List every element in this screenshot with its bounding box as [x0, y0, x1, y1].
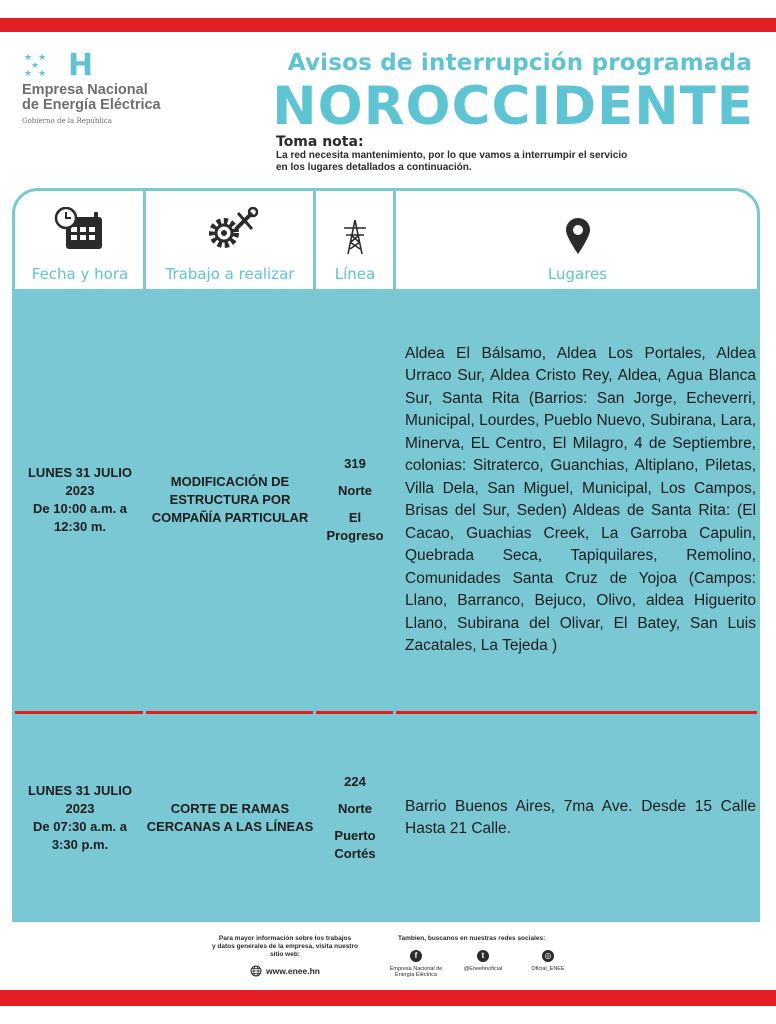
date-line: LUNES 31 JULIO — [27, 465, 133, 480]
column-divider — [143, 191, 146, 919]
logo-letter: H — [68, 48, 94, 83]
note-line2: en los lugares detallados a continuación. — [276, 162, 472, 173]
line-number: 319 — [344, 456, 366, 471]
logo-name-line2: de Energía Eléctrica — [22, 97, 161, 113]
row-line — [315, 714, 395, 922]
logo-subtitle: Gobierno de la República — [22, 117, 112, 125]
instagram-link[interactable] — [525, 950, 571, 972]
enee-logo — [22, 48, 222, 125]
column-label-line: Línea — [334, 265, 376, 283]
social-title: Tambien, buscanos en nuestras redes sociales: — [398, 935, 546, 942]
column-divider — [313, 191, 316, 919]
instagram-label: Oficial_ENEE — [531, 966, 565, 972]
row-places: Aldea El Bálsamo, Aldea Los Portales, Aldea Urraco Sur, Aldea Cristo Rey, Aldea, Agua Blanca Sur, Santa Rita (Barrios: San Jorge, Echeverri, Municipal, Lourdes, Pueblo Nuevo, Subirana, Lara, Minerva, EL Centro, El Milagro, 4 de Septiembre, colonias: Sitraterco, Guanchias, Altiplano, Piletas, Villa Dela, San Miguel, Municipal, Los Campos, Brisas del Sur, Seden) Aldeas de Santa Rita: (El Cacao, Guachias Creek, La Garroba Capulin, Quebrada Seca, Tapiquilares, Remolino, Comunidades Santa Cruz de Yojoa (Campos: Llano, Barranco, Bejuco, Olivo, aldea Higuerito Llano, Subirana del Olivar, El Batey, San Luis Zacatales, La Tejeda ) — [405, 344, 756, 654]
line-city: Cortés — [334, 846, 376, 861]
website-text[interactable]: www.enee.hn — [266, 966, 321, 976]
facebook-icon: f — [410, 950, 422, 962]
footer-info-line: sitio web: — [270, 951, 300, 958]
note-text — [276, 150, 716, 174]
page-title: Avisos de interrupción programada — [287, 50, 752, 76]
line-zone: Norte — [338, 801, 372, 816]
website-link[interactable] — [250, 965, 320, 977]
time-line: De 10:00 a.m. a — [33, 501, 127, 516]
outage-table — [12, 188, 760, 922]
time-line: 3:30 p.m. — [51, 837, 109, 852]
note-line1: La red necesita mantenimiento, por lo que vamos a interrumpir el servicio — [276, 150, 628, 161]
logo-name-line1: Empresa Nacional — [22, 82, 148, 98]
row-work — [145, 289, 315, 711]
facebook-label: Empresa Nacional de — [389, 966, 443, 972]
region-title: NOROCCIDENTE — [272, 76, 754, 137]
twitter-link[interactable] — [458, 950, 508, 972]
line-zone: Norte — [338, 483, 372, 498]
work-line: COMPAÑÍA PARTICULAR — [151, 510, 309, 525]
facebook-label: Energía Eléctrica — [395, 972, 437, 978]
work-line: CORTE DE RAMAS — [170, 801, 290, 816]
line-number: 224 — [344, 774, 366, 789]
column-label-date: Fecha y hora — [31, 265, 129, 283]
column-label-places: Lugares — [547, 265, 608, 283]
column-header-work — [145, 191, 315, 289]
power-tower-icon — [341, 219, 369, 260]
footer-info-line: y datos generales de la empresa, visita nuestro — [212, 943, 358, 950]
calendar-clock-icon — [54, 207, 106, 256]
table-row — [15, 714, 757, 922]
bottom-red-bar — [0, 990, 776, 1006]
facebook-link[interactable] — [386, 950, 446, 978]
column-header-places — [395, 191, 760, 289]
line-city: Puerto — [334, 828, 376, 843]
time-line: 12:30 m. — [53, 519, 107, 534]
date-line: LUNES 31 JULIO — [27, 783, 133, 798]
column-header-date — [15, 191, 145, 289]
instagram-icon: ◎ — [542, 950, 554, 962]
work-line: MODIFICACIÓN DE — [170, 474, 290, 489]
row-places: Barrio Buenos Aires, 7ma Ave. Desde 15 Calle Hasta 21 Calle. — [405, 797, 756, 837]
row-work — [145, 714, 315, 922]
work-line: CERCANAS A LAS LÍNEAS — [146, 819, 314, 834]
location-pin-icon — [565, 217, 591, 260]
twitter-label: @Eneehnoficial — [463, 966, 503, 972]
column-header-line — [315, 191, 395, 289]
table-row — [15, 289, 757, 711]
row-line — [315, 289, 395, 711]
date-line: 2023 — [65, 483, 95, 498]
twitter-icon: t — [477, 950, 489, 962]
time-line: De 07:30 a.m. a — [33, 819, 127, 834]
footer-info-line: Para mayor información sobre los trabajos — [218, 935, 352, 942]
column-divider — [393, 191, 396, 919]
gear-wrench-icon — [202, 207, 258, 256]
line-city: Progreso — [326, 528, 384, 543]
stars-icon: ★ ★ ★ ★ ★ — [24, 52, 47, 78]
globe-icon — [250, 965, 262, 977]
column-label-work: Trabajo a realizar — [165, 265, 295, 283]
work-line: ESTRUCTURA POR — [169, 492, 291, 507]
footer-info — [200, 935, 370, 959]
row-date — [15, 289, 145, 711]
top-red-bar — [0, 18, 776, 32]
row-date — [15, 714, 145, 922]
note-title: Toma nota: — [276, 134, 364, 150]
date-line: 2023 — [65, 801, 95, 816]
line-city: El — [348, 510, 362, 525]
